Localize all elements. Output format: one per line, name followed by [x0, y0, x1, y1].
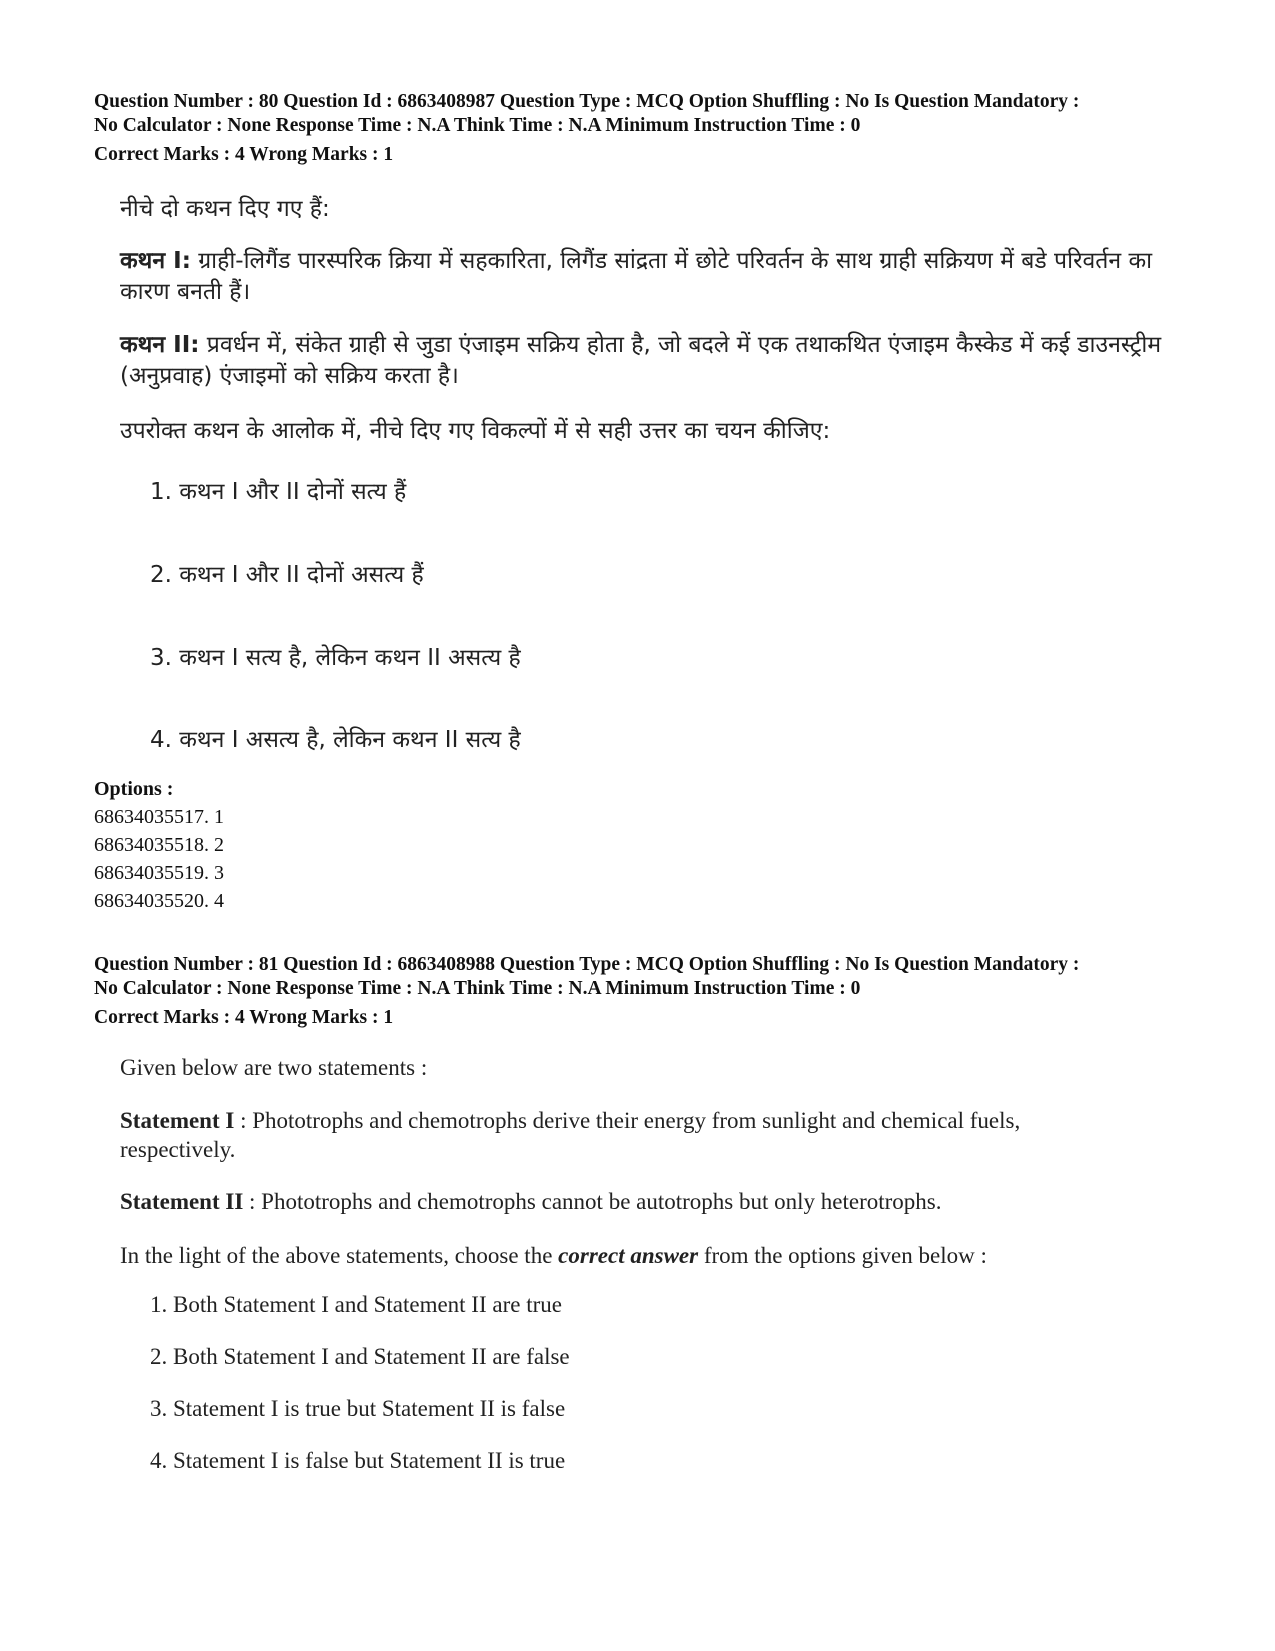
stem-intro: नीचे दो कथन दिए गए हैं: — [120, 196, 330, 222]
choice-4: 4. Statement I is false but Statement II is true — [150, 1448, 566, 1473]
statement-2-label: Statement II — [120, 1189, 244, 1214]
question-meta-line-2: No Calculator : None Response Time : N.A Think Time : N.A Minimum Instruction Time : 0 — [94, 115, 861, 136]
statement-1-label: Statement I — [120, 1108, 235, 1133]
question-meta — [94, 953, 1214, 1030]
statement-2-text: : Phototrophs and chemotrophs cannot be autotrophs but only heterotrophs. — [243, 1189, 942, 1214]
statement-1 — [120, 246, 1180, 308]
choice-3: 3. Statement I is true but Statement II is false — [150, 1396, 566, 1421]
question-meta-line-2: No Calculator : None Response Time : N.A Think Time : N.A Minimum Instruction Time : 0 — [94, 978, 861, 999]
stem-intro: Given below are two statements : — [120, 1055, 428, 1080]
choice-1: 1. Both Statement I and Statement II are true — [150, 1292, 562, 1317]
choice-4: 4. कथन I असत्य है, लेकिन कथन II सत्य है — [150, 727, 521, 753]
option-row: 68634035520. 4 — [94, 890, 224, 912]
statement-1-text: : Phototrophs and chemotrophs derive their energy from sunlight and chemical fuels, respectively. — [120, 1108, 1021, 1162]
instruction-text-pre: In the light of the above statements, choose the — [120, 1243, 559, 1268]
marks-line: Correct Marks : 4 Wrong Marks : 1 — [94, 144, 394, 165]
statement-1-label: कथन I: — [120, 248, 191, 274]
statement-2-label: कथन II: — [120, 332, 200, 358]
option-row: 68634035519. 3 — [94, 862, 224, 884]
instruction-text-post: from the options given below : — [698, 1243, 987, 1268]
statement-1 — [120, 1106, 1040, 1164]
choice-3: 3. कथन I सत्य है, लेकिन कथन II असत्य है — [150, 645, 521, 671]
statement-2-text: प्रवर्धन में, संकेत ग्राही से जुडा एंजाइम सक्रिय होता है, जो बदले में एक तथाकथित एंजाइम कैस्केड में कई डाउनस्ट्रीम (अनुप्रवाह) एंजाइमों को सक्रिय करता है। — [120, 332, 1162, 389]
stem-instruction — [120, 1240, 1180, 1271]
choice-1: 1. कथन I और II दोनों सत्य हैं — [150, 479, 407, 505]
choice-2: 2. Both Statement I and Statement II are false — [150, 1344, 570, 1369]
question-meta-line-1: Question Number : 80 Question Id : 6863408987 Question Type : MCQ Option Shuffling : No Is Question Mandatory : — [94, 91, 1080, 112]
marks-line: Correct Marks : 4 Wrong Marks : 1 — [94, 1007, 394, 1028]
choice-2: 2. कथन I और II दोनों असत्य हैं — [150, 562, 424, 588]
question-meta-line-1: Question Number : 81 Question Id : 6863408988 Question Type : MCQ Option Shuffling : No Is Question Mandatory : — [94, 954, 1080, 975]
question-meta — [94, 90, 1214, 167]
statement-1-text: ग्राही-लिगैंड पारस्परिक क्रिया में सहकारिता, लिगैंड सांद्रता में छोटे परिवर्तन के साथ ग्राही सक्रियण में बडे परिवर्तन का कारण बनती हैं। — [120, 248, 1153, 305]
statement-2 — [120, 330, 1180, 392]
statement-2 — [120, 1186, 1180, 1217]
instruction-emphasis: correct answer — [558, 1243, 699, 1268]
option-row: 68634035518. 2 — [94, 834, 224, 856]
options-title: Options : — [94, 778, 174, 800]
option-row: 68634035517. 1 — [94, 806, 224, 828]
stem-instruction: उपरोक्त कथन के आलोक में, नीचे दिए गए विकल्पों में से सही उत्तर का चयन कीजिए: — [120, 418, 831, 444]
